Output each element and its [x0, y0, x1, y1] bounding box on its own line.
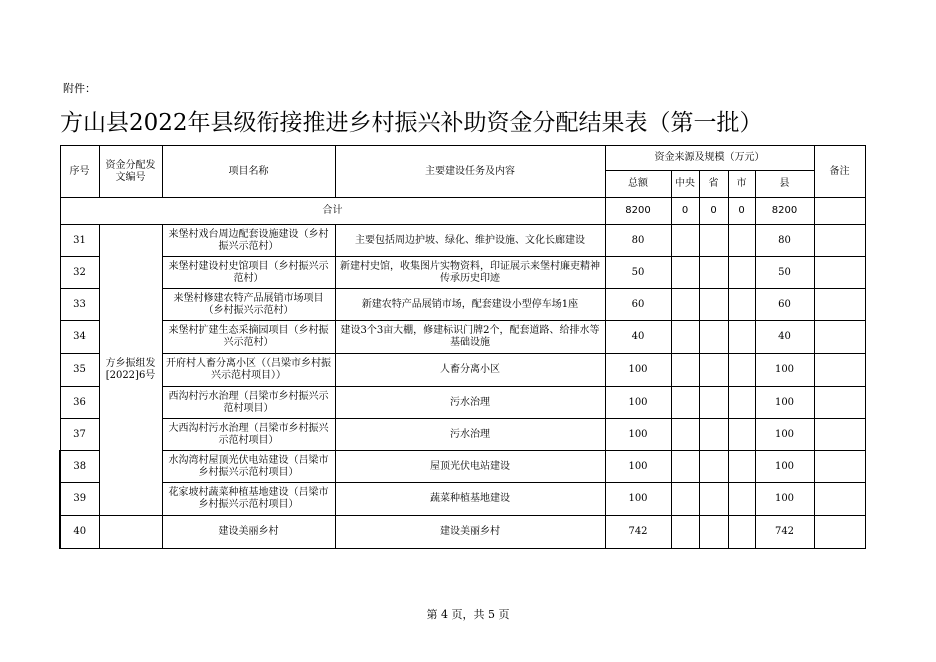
row-content: 蔬菜种植基地建设: [335, 483, 605, 516]
row-doc-empty: [99, 516, 162, 549]
row-county: 100: [755, 354, 814, 387]
row-seq: 38: [60, 451, 99, 483]
total-amount: 8200: [605, 198, 671, 225]
row-content: 新建农特产品展销市场，配套建设小型停车场1座: [335, 289, 605, 321]
row-content: 人畜分离小区: [335, 354, 605, 387]
row-project: 大西沟村污水治理（吕梁市乡村振兴示范村项目）: [162, 419, 335, 451]
row-total: 50: [605, 257, 671, 289]
page-footer: 第 4 页，共 5 页: [426, 608, 510, 621]
row-content: 主要包括周边护坡、绿化、维护设施、文化长廊建设: [335, 225, 605, 257]
total-city: 0: [728, 198, 755, 225]
row-total: 100: [605, 354, 671, 387]
row-total: 100: [605, 483, 671, 516]
row-county: 60: [755, 289, 814, 321]
row-total: 100: [605, 451, 671, 483]
row-seq: 34: [60, 321, 99, 354]
row-project: 来堡村建设村史馆项目（乡村振兴示范村）: [162, 257, 335, 289]
header-province: 省: [699, 171, 728, 198]
header-project: 项目名称: [162, 146, 335, 198]
row-content: 建设3个3亩大棚，修建标识门牌2个，配套道路、给排水等基础设施: [335, 321, 605, 354]
row-total: 80: [605, 225, 671, 257]
row-county: 40: [755, 321, 814, 354]
row-content: 污水治理: [335, 387, 605, 419]
row-county: 100: [755, 419, 814, 451]
row-content: 建设美丽乡村: [335, 516, 605, 549]
row-seq: 36: [60, 387, 99, 419]
table-row: [60, 451, 865, 483]
row-project: 来堡村扩建生态采摘园项目（乡村振兴示范村）: [162, 321, 335, 354]
table-row: [60, 354, 865, 387]
row-project: 建设美丽乡村: [162, 516, 335, 549]
row-project: 来堡村戏台周边配套设施建设（乡村振兴示范村）: [162, 225, 335, 257]
table-row: [60, 483, 865, 516]
row-county: 50: [755, 257, 814, 289]
header-remarks: 备注: [814, 146, 865, 198]
row-county: 742: [755, 516, 814, 549]
row-county: 100: [755, 451, 814, 483]
total-central: 0: [671, 198, 699, 225]
total-province: 0: [699, 198, 728, 225]
table-row: [60, 289, 865, 321]
table-row: [60, 225, 865, 257]
row-project: 花家坡村蔬菜种植基地建设（吕梁市乡村振兴示范村项目）: [162, 483, 335, 516]
row-total: 100: [605, 419, 671, 451]
page-title: 方山县2022年县级衔接推进乡村振兴补助资金分配结果表（第一批）: [60, 110, 763, 136]
row-seq: 31: [60, 225, 99, 257]
row-seq: 32: [60, 257, 99, 289]
table-row: [60, 387, 865, 419]
header-content: 主要建设任务及内容: [335, 146, 605, 198]
table-row: [60, 419, 865, 451]
row-project: 水沟湾村屋顶光伏电站建设（吕梁市乡村振兴示范村项目）: [162, 451, 335, 483]
header-total: 总额: [605, 171, 671, 198]
doc-number: 方乡振组发[2022]6号: [99, 225, 162, 516]
row-total: 40: [605, 321, 671, 354]
attachment-label: 附件：: [63, 82, 96, 95]
row-seq: 39: [60, 483, 99, 516]
header-funds-group: 资金来源及规模（万元）: [605, 146, 814, 171]
total-county: 8200: [755, 198, 814, 225]
row-total: 60: [605, 289, 671, 321]
header-central: 中央: [671, 171, 699, 198]
row-project: 西沟村污水治理（吕梁市乡村振兴示范村项目）: [162, 387, 335, 419]
header-doc-no: 资金分配发文编号: [99, 146, 162, 198]
table-row: [60, 516, 865, 549]
row-total: 100: [605, 387, 671, 419]
header-row-1: [60, 146, 865, 171]
row-county: 100: [755, 387, 814, 419]
total-label: 合计: [60, 198, 605, 225]
row-county: 100: [755, 483, 814, 516]
allocation-table: [59, 145, 866, 549]
row-seq: 37: [60, 419, 99, 451]
row-content: 屋顶光伏电站建设: [335, 451, 605, 483]
row-project: 来堡村修建农特产品展销市场项目（乡村振兴示范村）: [162, 289, 335, 321]
row-county: 80: [755, 225, 814, 257]
header-city: 市: [728, 171, 755, 198]
total-row: [60, 198, 865, 225]
header-county: 县: [755, 171, 814, 198]
row-content: 新建村史馆，收集图片实物资料，印证展示来堡村廉吏精神传承历史印迹: [335, 257, 605, 289]
row-project: 开府村人畜分离小区（（吕梁市乡村振兴示范村项目））: [162, 354, 335, 387]
table-row: [60, 257, 865, 289]
row-seq: 33: [60, 289, 99, 321]
row-total: 742: [605, 516, 671, 549]
total-remarks: [814, 198, 865, 225]
row-seq: 35: [60, 354, 99, 387]
table-row: [60, 321, 865, 354]
header-seq: 序号: [60, 146, 99, 198]
row-content: 污水治理: [335, 419, 605, 451]
row-seq: 40: [60, 516, 99, 549]
